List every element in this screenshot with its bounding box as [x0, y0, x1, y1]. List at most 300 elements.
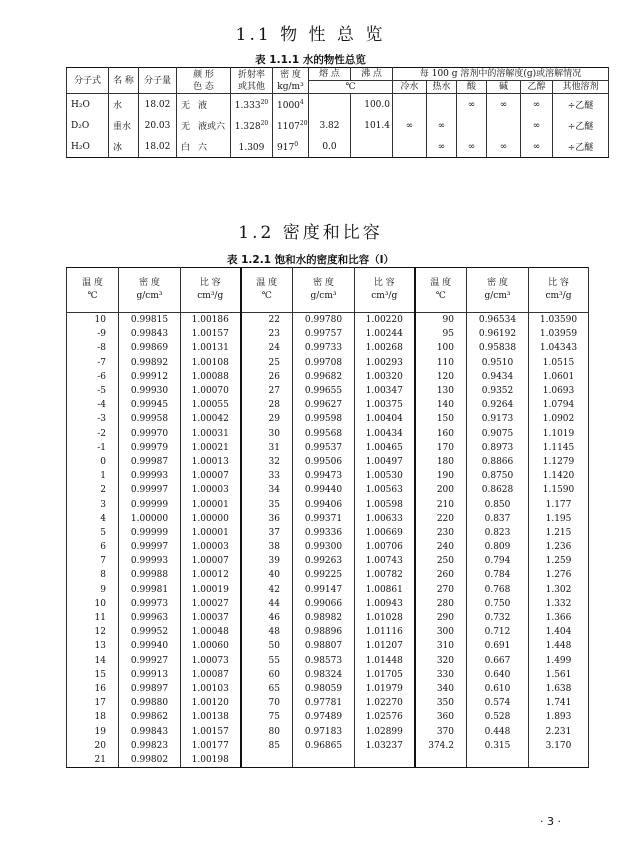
cell-density: 1.00000: [119, 512, 181, 526]
cell-density: 0.9510: [467, 356, 529, 370]
cell-cold: [393, 136, 427, 158]
cell-specific-volume: 1.00293: [355, 356, 415, 370]
table-row: [67, 724, 589, 738]
cell-specific-volume: 1.01116: [355, 625, 415, 639]
cell-specific-volume: 1.00031: [181, 427, 241, 441]
cell-specific-volume: 1.638: [529, 682, 589, 696]
header-density: 密 度 g/cm³: [467, 268, 529, 313]
cell-temperature: 9: [67, 583, 119, 597]
cell-specific-volume: 1.0902: [529, 412, 589, 426]
cell-specific-volume: 1.0515: [529, 356, 589, 370]
cell-temperature: 330: [415, 668, 467, 682]
cell-density: 0.99970: [119, 427, 181, 441]
cell-density: 0.97183: [293, 724, 355, 738]
cell-density: 0.99981: [119, 583, 181, 597]
table-row: [67, 327, 589, 341]
cell-density: 0.99880: [119, 696, 181, 710]
cell-density: [293, 753, 355, 768]
cell-density: 0.448: [467, 724, 529, 738]
table-row: [67, 696, 589, 710]
cell-density: 0.99999: [119, 497, 181, 511]
cell-temperature: 20: [67, 739, 119, 753]
water-properties-table: [66, 67, 609, 158]
cell-refr: 1.328$^{20}$: [231, 115, 273, 136]
cell-other: ÷乙醚: [553, 94, 609, 116]
cell-temperature: 22: [241, 313, 293, 328]
cell-density: 0.99473: [293, 469, 355, 483]
cell-mp: 3.82: [309, 115, 351, 136]
cell-density: 0.99892: [119, 356, 181, 370]
cell-density: 0.99802: [119, 753, 181, 768]
cell-specific-volume: 1.177: [529, 497, 589, 511]
table-row: [67, 94, 609, 116]
header-sol-ethanol: 乙醇: [521, 81, 553, 94]
cell-refr: 1.333$^{20}$: [231, 94, 273, 116]
cell-color-state: 白 六: [177, 136, 231, 158]
cell-density: 0.99897: [119, 682, 181, 696]
cell-temperature: 44: [241, 597, 293, 611]
table-row: [67, 441, 589, 455]
cell-density: 0.8973: [467, 441, 529, 455]
cell-alkali: [487, 115, 521, 136]
header-specific-volume: 比 容 cm³/g: [355, 268, 415, 313]
cell-density: 0.99537: [293, 441, 355, 455]
cell-density: 0.712: [467, 625, 529, 639]
cell-specific-volume: 2.231: [529, 724, 589, 738]
cell-name: 水: [109, 94, 139, 116]
cell-temperature: 160: [415, 427, 467, 441]
cell-temperature: 24: [241, 341, 293, 355]
cell-density: 0.99780: [293, 313, 355, 328]
table-row: [67, 597, 589, 611]
cell-hot: ∞: [427, 115, 457, 136]
table-row: [67, 370, 589, 384]
cell-specific-volume: 1.00088: [181, 370, 241, 384]
cell-density: 0.96192: [467, 327, 529, 341]
cell-specific-volume: 1.00347: [355, 384, 415, 398]
table-row: [67, 568, 589, 582]
cell-temperature: 350: [415, 696, 467, 710]
cell-specific-volume: 1.00497: [355, 455, 415, 469]
cell-density: 0.98573: [293, 654, 355, 668]
cell-hot: [427, 94, 457, 116]
cell-temperature: 15: [67, 668, 119, 682]
cell-density: 0.99945: [119, 398, 181, 412]
header-sol-acid: 酸: [457, 81, 487, 94]
cell-specific-volume: 1.00268: [355, 341, 415, 355]
cell-temperature: [241, 753, 293, 768]
cell-temperature: 120: [415, 370, 467, 384]
table-row: [67, 710, 589, 724]
cell-density: 0.99940: [119, 639, 181, 653]
table-row: [67, 412, 589, 426]
cell-specific-volume: 1.00055: [181, 398, 241, 412]
cell-specific-volume: 1.00465: [355, 441, 415, 455]
cell-bp: 101.4: [351, 115, 393, 136]
cell-specific-volume: 1.00563: [355, 483, 415, 497]
cell-density: 0.99930: [119, 384, 181, 398]
cell-density: 0.99682: [293, 370, 355, 384]
cell-density: 0.95838: [467, 341, 529, 355]
header-specific-volume: 比 容 cm³/g: [529, 268, 589, 313]
cell-acid: ∞: [457, 136, 487, 158]
cell-mass: 18.02: [139, 136, 177, 158]
cell-density: 1107$^{20}$: [273, 115, 309, 136]
cell-specific-volume: 1.1420: [529, 469, 589, 483]
cell-specific-volume: 1.00157: [181, 724, 241, 738]
cell-temperature: 85: [241, 739, 293, 753]
header-name: 名 称: [109, 68, 139, 94]
cell-temperature: 370: [415, 724, 467, 738]
cell-density: 0.809: [467, 540, 529, 554]
header-temperature: 温 度 ℃: [241, 268, 293, 313]
cell-temperature: 300: [415, 625, 467, 639]
cell-temperature: 11: [67, 611, 119, 625]
table-row: [67, 668, 589, 682]
cell-temperature: 25: [241, 356, 293, 370]
cell-temperature: 190: [415, 469, 467, 483]
header-boiling-point: 沸 点: [351, 68, 393, 81]
cell-density: 0.823: [467, 526, 529, 540]
cell-temperature: 32: [241, 455, 293, 469]
cell-density: 0.98059: [293, 682, 355, 696]
cell-density: 0.98896: [293, 625, 355, 639]
cell-density: 0.99993: [119, 469, 181, 483]
cell-mass: 18.02: [139, 94, 177, 116]
cell-temperature: 95: [415, 327, 467, 341]
cell-specific-volume: 1.00669: [355, 526, 415, 540]
cell-alkali: ∞: [487, 136, 521, 158]
cell-specific-volume: 1.02270: [355, 696, 415, 710]
cell-specific-volume: 1.00021: [181, 441, 241, 455]
cell-temperature: 31: [241, 441, 293, 455]
cell-density: 0.99912: [119, 370, 181, 384]
cell-specific-volume: 1.01207: [355, 639, 415, 653]
cell-temperature: 12: [67, 625, 119, 639]
cell-density: 0.8866: [467, 455, 529, 469]
cell-specific-volume: 1.0693: [529, 384, 589, 398]
cell-temperature: 65: [241, 682, 293, 696]
table-row: [67, 554, 589, 568]
cell-specific-volume: 1.00003: [181, 540, 241, 554]
table-row: [67, 483, 589, 497]
cell-density: 0.99913: [119, 668, 181, 682]
cell-specific-volume: 1.03590: [529, 313, 589, 328]
table-row: [67, 497, 589, 511]
cell-specific-volume: 1.00120: [181, 696, 241, 710]
cell-temperature: 18: [67, 710, 119, 724]
cell-specific-volume: 1.00037: [181, 611, 241, 625]
cell-temperature: 17: [67, 696, 119, 710]
header-temperature: 温 度 ℃: [67, 268, 119, 313]
cell-other: ÷乙醚: [553, 115, 609, 136]
cell-temperature: 230: [415, 526, 467, 540]
cell-density: 0.99371: [293, 512, 355, 526]
cell-density: 0.99843: [119, 327, 181, 341]
cell-density: 0.784: [467, 568, 529, 582]
cell-density: 0.99862: [119, 710, 181, 724]
table-row: [67, 682, 589, 696]
cell-temperature: 150: [415, 412, 467, 426]
cell-specific-volume: 1.00404: [355, 412, 415, 426]
cell-temperature: 210: [415, 497, 467, 511]
table-row: [67, 469, 589, 483]
cell-temperature: 34: [241, 483, 293, 497]
cell-temperature: 280: [415, 597, 467, 611]
cell-density: 0.99225: [293, 568, 355, 582]
cell-temperature: 48: [241, 625, 293, 639]
cell-specific-volume: 3.170: [529, 739, 589, 753]
cell-temperature: 290: [415, 611, 467, 625]
cell-density: 0.99733: [293, 341, 355, 355]
cell-density: 0.96865: [293, 739, 355, 753]
cell-density: [467, 753, 529, 768]
cell-density: 0.99815: [119, 313, 181, 328]
cell-density: 0.732: [467, 611, 529, 625]
cell-density: 0.768: [467, 583, 529, 597]
cell-ethanol: ∞: [521, 136, 553, 158]
cell-density: 0.99147: [293, 583, 355, 597]
cell-density: 0.99440: [293, 483, 355, 497]
cell-temperature: 320: [415, 654, 467, 668]
cell-density: 0.99843: [119, 724, 181, 738]
cell-density: 0.9264: [467, 398, 529, 412]
cell-temperature: 2: [67, 483, 119, 497]
cell-specific-volume: 1.01448: [355, 654, 415, 668]
cell-temperature: -9: [67, 327, 119, 341]
cell-specific-volume: 1.00186: [181, 313, 241, 328]
cell-specific-volume: 1.04343: [529, 341, 589, 355]
cell-density: 0.99999: [119, 526, 181, 540]
cell-temperature: 270: [415, 583, 467, 597]
cell-specific-volume: 1.404: [529, 625, 589, 639]
cell-specific-volume: 1.00861: [355, 583, 415, 597]
cell-density: 0.99406: [293, 497, 355, 511]
cell-density: 0.9352: [467, 384, 529, 398]
cell-alkali: ∞: [487, 94, 521, 116]
table-row: [67, 739, 589, 753]
density-specific-volume-table: [66, 267, 589, 768]
cell-temperature: 6: [67, 540, 119, 554]
cell-mp: [309, 94, 351, 116]
cell-specific-volume: 1.00530: [355, 469, 415, 483]
cell-specific-volume: 1.276: [529, 568, 589, 582]
cell-density: 0.750: [467, 597, 529, 611]
cell-density: 0.99993: [119, 554, 181, 568]
cell-temperature: 374.2: [415, 739, 467, 753]
cell-temperature: 33: [241, 469, 293, 483]
cell-specific-volume: 1.01979: [355, 682, 415, 696]
cell-specific-volume: 1.00633: [355, 512, 415, 526]
cell-acid: ∞: [457, 94, 487, 116]
table-row: [67, 526, 589, 540]
cell-specific-volume: 1.00375: [355, 398, 415, 412]
cell-specific-volume: 1.00060: [181, 639, 241, 653]
cell-temperature: 70: [241, 696, 293, 710]
cell-density: $917^0$: [273, 136, 309, 158]
header-specific-volume: 比 容 cm³/g: [181, 268, 241, 313]
cell-temperature: 10: [67, 313, 119, 328]
cell-density: 0.99963: [119, 611, 181, 625]
cell-specific-volume: [529, 753, 589, 768]
cell-temperature: 310: [415, 639, 467, 653]
cell-specific-volume: 1.00198: [181, 753, 241, 768]
cell-ethanol: ∞: [521, 115, 553, 136]
header-refractive: 折射率 或其他: [231, 68, 273, 94]
cell-specific-volume: 1.01028: [355, 611, 415, 625]
cell-density: 0.9173: [467, 412, 529, 426]
cell-specific-volume: 1.00108: [181, 356, 241, 370]
table-row: [67, 625, 589, 639]
cell-temperature: 30: [241, 427, 293, 441]
cell-specific-volume: 1.195: [529, 512, 589, 526]
cell-temperature: 220: [415, 512, 467, 526]
cell-name: 冰: [109, 136, 139, 158]
cell-formula: H₂O: [67, 94, 109, 116]
cell-temperature: 42: [241, 583, 293, 597]
header-formula: 分子式: [67, 68, 109, 94]
cell-temperature: 360: [415, 710, 467, 724]
cell-temperature: -7: [67, 356, 119, 370]
cell-other: ÷乙醚: [553, 136, 609, 158]
cell-density: 0.98807: [293, 639, 355, 653]
cell-specific-volume: 1.0794: [529, 398, 589, 412]
cell-specific-volume: 1.00073: [181, 654, 241, 668]
cell-temperature: 37: [241, 526, 293, 540]
header-density: 密 度 g/cm³: [119, 268, 181, 313]
cell-temperature: 14: [67, 654, 119, 668]
cell-specific-volume: 1.00001: [181, 526, 241, 540]
cell-density: 0.99627: [293, 398, 355, 412]
cell-density: 0.574: [467, 696, 529, 710]
table-row: [67, 341, 589, 355]
cell-density: 0.8750: [467, 469, 529, 483]
cell-cold: ∞: [393, 115, 427, 136]
cell-temperature: 28: [241, 398, 293, 412]
cell-temperature: 200: [415, 483, 467, 497]
header-temperature: 温 度 ℃: [415, 268, 467, 313]
cell-density: 0.99973: [119, 597, 181, 611]
cell-temperature: 3: [67, 497, 119, 511]
cell-temperature: 0: [67, 455, 119, 469]
cell-acid: [457, 115, 487, 136]
cell-temperature: 170: [415, 441, 467, 455]
cell-specific-volume: 1.259: [529, 554, 589, 568]
cell-mp: 0.0: [309, 136, 351, 158]
cell-specific-volume: 1.00007: [181, 554, 241, 568]
header-solubility: 每 100 g 溶剂中的溶解度(g)或溶解情况: [393, 68, 609, 81]
cell-specific-volume: 1.00943: [355, 597, 415, 611]
section-title-2: 1.2 密度和比容: [238, 223, 383, 243]
cell-temperature: 46: [241, 611, 293, 625]
cell-density: 0.97781: [293, 696, 355, 710]
cell-specific-volume: 1.00027: [181, 597, 241, 611]
cell-temperature: -4: [67, 398, 119, 412]
cell-density: 0.837: [467, 512, 529, 526]
cell-specific-volume: 1.00157: [181, 327, 241, 341]
cell-specific-volume: 1.215: [529, 526, 589, 540]
table-row: [67, 384, 589, 398]
cell-temperature: 4: [67, 512, 119, 526]
cell-temperature: 140: [415, 398, 467, 412]
cell-specific-volume: 1.366: [529, 611, 589, 625]
cell-temperature: 39: [241, 554, 293, 568]
cell-specific-volume: 1.00019: [181, 583, 241, 597]
cell-specific-volume: 1.00070: [181, 384, 241, 398]
table-caption-1: 表 1.1.1 水的物性总览: [255, 54, 366, 66]
cell-temperature: -8: [67, 341, 119, 355]
cell-temperature: -3: [67, 412, 119, 426]
header-sol-hot: 热水: [427, 81, 457, 94]
cell-density: 0.99300: [293, 540, 355, 554]
cell-hot: ∞: [427, 136, 457, 158]
cell-density: 0.99598: [293, 412, 355, 426]
cell-density: 0.99958: [119, 412, 181, 426]
cell-temperature: -6: [67, 370, 119, 384]
section-title-1: 1.1 物 性 总 览: [235, 25, 386, 45]
cell-temperature: -2: [67, 427, 119, 441]
table-row: [67, 356, 589, 370]
cell-density: 0.99997: [119, 540, 181, 554]
cell-specific-volume: 1.00103: [181, 682, 241, 696]
cell-temperature: 100: [415, 341, 467, 355]
cell-temperature: 75: [241, 710, 293, 724]
cell-density: 0.98982: [293, 611, 355, 625]
cell-refr: 1.309: [231, 136, 273, 158]
cell-formula: D₂O: [67, 115, 109, 136]
cell-specific-volume: 1.00012: [181, 568, 241, 582]
cell-density: 0.99066: [293, 597, 355, 611]
cell-density: 0.8628: [467, 483, 529, 497]
cell-temperature: 340: [415, 682, 467, 696]
cell-density: 0.528: [467, 710, 529, 724]
cell-specific-volume: 1.00048: [181, 625, 241, 639]
cell-temperature: 240: [415, 540, 467, 554]
cell-temperature: 29: [241, 412, 293, 426]
header-density: 密 度 g/cm³: [293, 268, 355, 313]
table-row: [67, 313, 589, 328]
table-row: [67, 427, 589, 441]
cell-specific-volume: 1.01705: [355, 668, 415, 682]
cell-temperature: 5: [67, 526, 119, 540]
cell-temperature: 10: [67, 597, 119, 611]
cell-density: 0.315: [467, 739, 529, 753]
cell-density: 0.667: [467, 654, 529, 668]
table-row: [67, 136, 609, 158]
cell-density: 0.794: [467, 554, 529, 568]
cell-specific-volume: 1.332: [529, 597, 589, 611]
cell-temperature: 80: [241, 724, 293, 738]
cell-specific-volume: 1.00013: [181, 455, 241, 469]
cell-density: 0.99708: [293, 356, 355, 370]
cell-color-state: 无 液或六: [177, 115, 231, 136]
table-row: [67, 639, 589, 653]
cell-temperature: [415, 753, 467, 768]
cell-specific-volume: 1.00706: [355, 540, 415, 554]
cell-ethanol: ∞: [521, 94, 553, 116]
cell-specific-volume: 1.00001: [181, 497, 241, 511]
cell-density: 0.97489: [293, 710, 355, 724]
cell-temperature: 21: [67, 753, 119, 768]
header-sol-other: 其他溶剂: [553, 81, 609, 94]
cell-density: 0.9075: [467, 427, 529, 441]
cell-temperature: 130: [415, 384, 467, 398]
cell-temperature: 38: [241, 540, 293, 554]
cell-specific-volume: 1.302: [529, 583, 589, 597]
table-row: [67, 611, 589, 625]
table-row: [67, 753, 589, 768]
cell-temperature: 40: [241, 568, 293, 582]
